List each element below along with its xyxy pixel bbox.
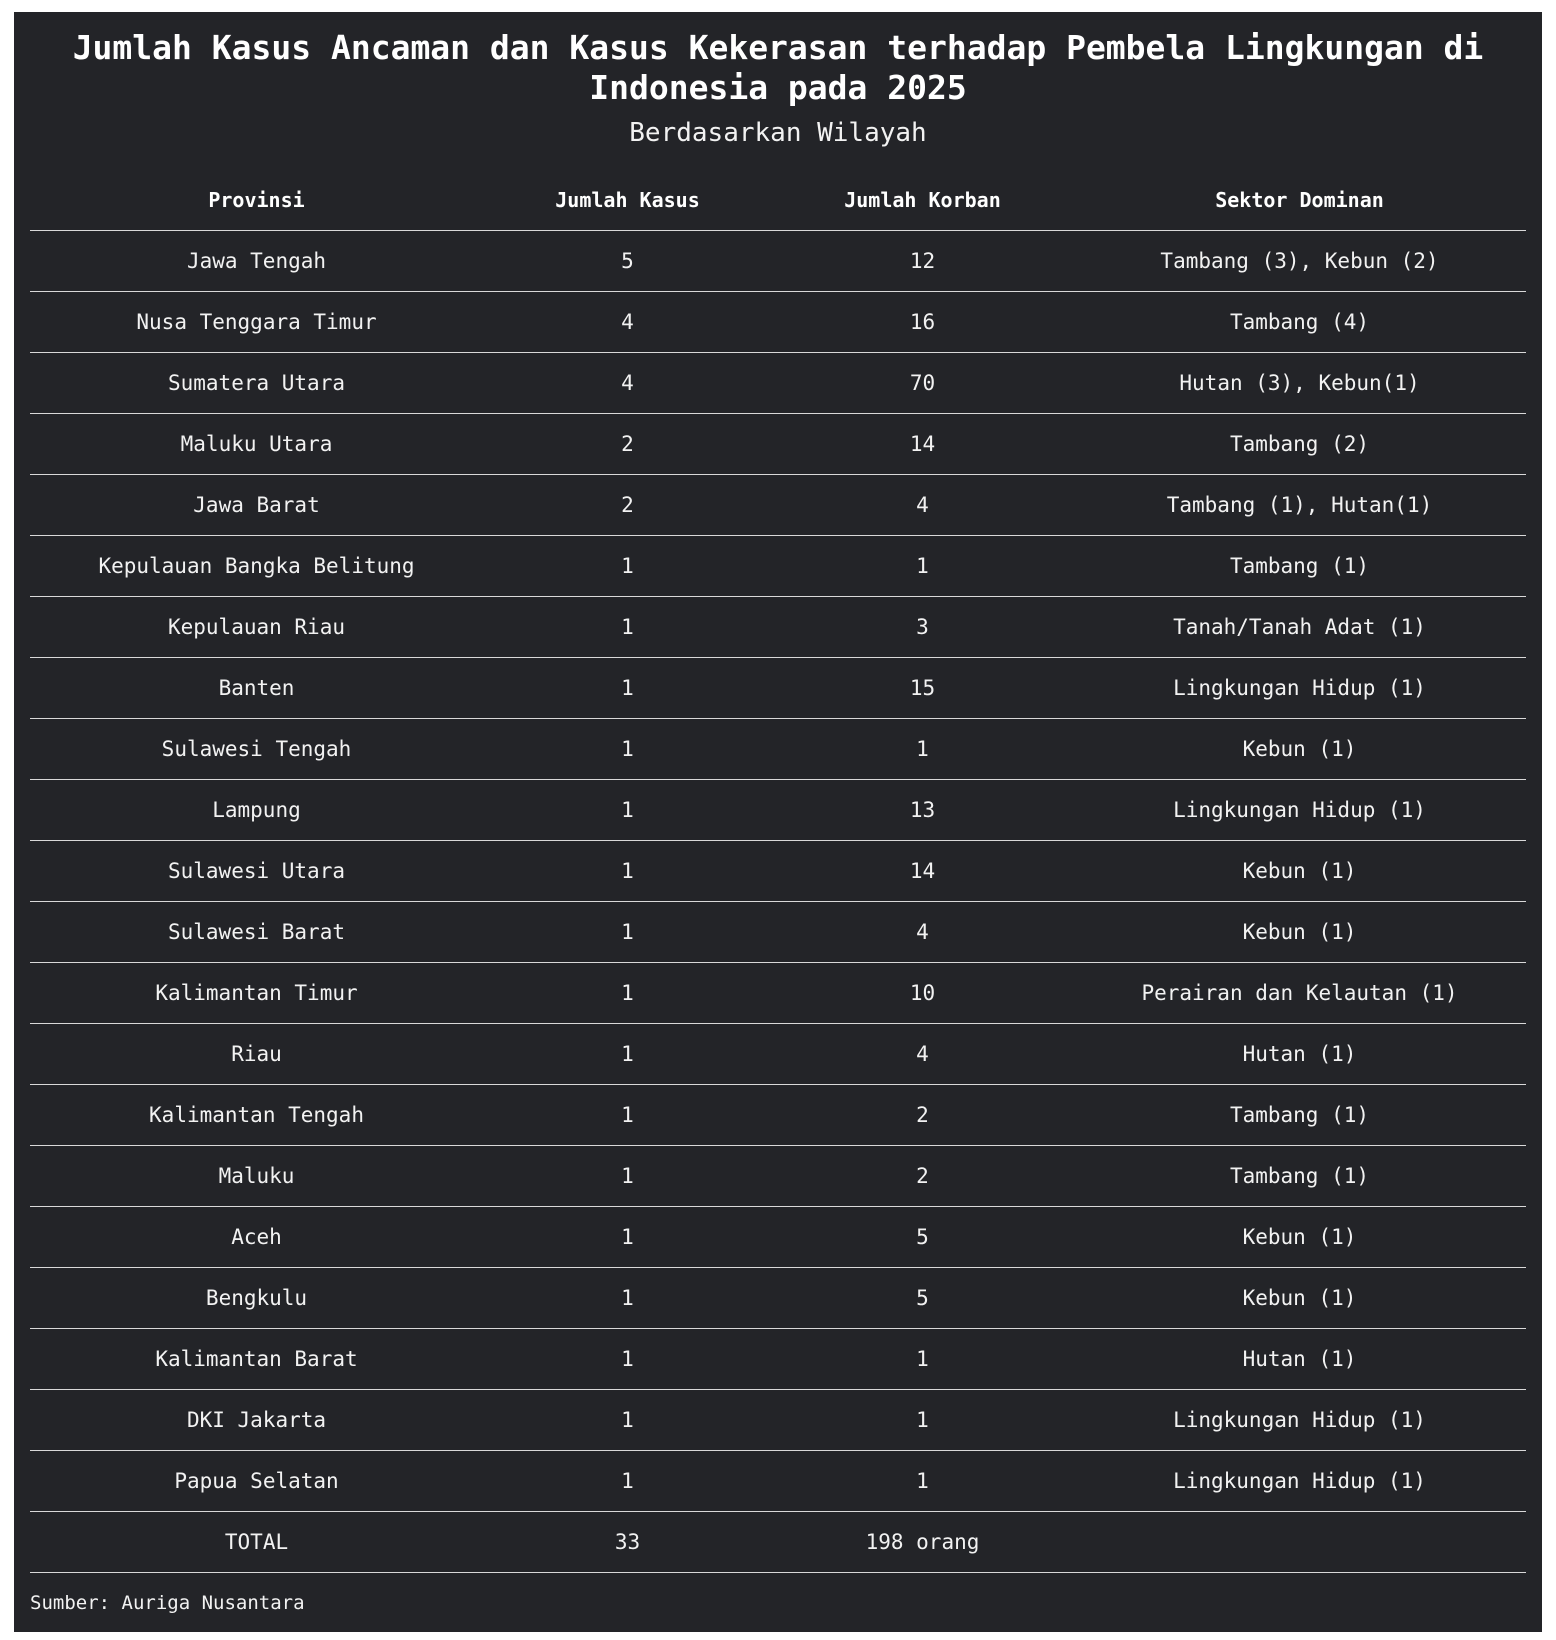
cell-sektor-dominan: Kebun (1) <box>1073 719 1526 780</box>
cell-provinsi: Jawa Tengah <box>30 231 483 292</box>
cell-sektor-dominan: Hutan (1) <box>1073 1329 1526 1390</box>
cell-jumlah-korban: 2 <box>772 1146 1073 1207</box>
cell-sektor-dominan: Lingkungan Hidup (1) <box>1073 780 1526 841</box>
cell-sektor-dominan: Lingkungan Hidup (1) <box>1073 658 1526 719</box>
table-row <box>30 1146 1526 1207</box>
cell-jumlah-kasus: 1 <box>483 1146 772 1207</box>
cell-jumlah-korban: 13 <box>772 780 1073 841</box>
cell-jumlah-korban: 5 <box>772 1268 1073 1329</box>
cell-provinsi: DKI Jakarta <box>30 1390 483 1451</box>
cell-jumlah-kasus: 1 <box>483 1329 772 1390</box>
cell-jumlah-korban: 1 <box>772 719 1073 780</box>
table-row <box>30 902 1526 963</box>
cell-sektor-dominan: Hutan (3), Kebun(1) <box>1073 353 1526 414</box>
cell-provinsi: Kalimantan Tengah <box>30 1085 483 1146</box>
cell-provinsi: Kalimantan Barat <box>30 1329 483 1390</box>
table-row <box>30 475 1526 536</box>
cell-provinsi: Kalimantan Timur <box>30 963 483 1024</box>
table-card <box>14 12 1542 1632</box>
cell-jumlah-korban: 2 <box>772 1085 1073 1146</box>
cell-sektor-dominan: Lingkungan Hidup (1) <box>1073 1390 1526 1451</box>
table-row <box>30 841 1526 902</box>
table-row <box>30 536 1526 597</box>
table-row <box>30 1390 1526 1451</box>
cell-jumlah-kasus: 1 <box>483 963 772 1024</box>
cell-sektor-dominan: Tambang (1), Hutan(1) <box>1073 475 1526 536</box>
cell-jumlah-kasus: 1 <box>483 1207 772 1268</box>
cell-provinsi: Bengkulu <box>30 1268 483 1329</box>
cell-sektor-dominan: Tambang (1) <box>1073 536 1526 597</box>
cell-provinsi: Nusa Tenggara Timur <box>30 292 483 353</box>
cell-jumlah-kasus: 1 <box>483 841 772 902</box>
table-row <box>30 719 1526 780</box>
cell-provinsi: Jawa Barat <box>30 475 483 536</box>
page-subtitle: Berdasarkan Wilayah <box>629 118 927 148</box>
cell-jumlah-korban: 198 orang <box>772 1512 1073 1573</box>
cell-jumlah-korban: 12 <box>772 231 1073 292</box>
cell-provinsi: Banten <box>30 658 483 719</box>
cell-sektor-dominan: Tambang (1) <box>1073 1146 1526 1207</box>
cell-jumlah-korban: 16 <box>772 292 1073 353</box>
cell-jumlah-korban: 3 <box>772 597 1073 658</box>
cell-jumlah-korban: 1 <box>772 1451 1073 1512</box>
cell-provinsi: Kepulauan Riau <box>30 597 483 658</box>
table-row <box>30 963 1526 1024</box>
cell-jumlah-kasus: 1 <box>483 1390 772 1451</box>
cell-jumlah-korban: 1 <box>772 1329 1073 1390</box>
cell-provinsi: Sulawesi Barat <box>30 902 483 963</box>
data-table <box>30 170 1526 1573</box>
table-row <box>30 780 1526 841</box>
page-title: Jumlah Kasus Ancaman dan Kasus Kekerasan terhadap Pembela Lingkungan di Indonesia pada 2025 <box>72 28 1484 107</box>
cell-jumlah-kasus: 1 <box>483 1268 772 1329</box>
cell-jumlah-kasus: 1 <box>483 597 772 658</box>
cell-jumlah-kasus: 1 <box>483 1024 772 1085</box>
cell-provinsi: Maluku Utara <box>30 414 483 475</box>
table-row <box>30 1268 1526 1329</box>
cell-jumlah-kasus: 1 <box>483 1451 772 1512</box>
cell-provinsi: Sulawesi Tengah <box>30 719 483 780</box>
table-row <box>30 597 1526 658</box>
table-row <box>30 1085 1526 1146</box>
header-jumlah-korban: Jumlah Korban <box>772 170 1073 231</box>
table-row <box>30 1024 1526 1085</box>
cell-jumlah-kasus: 4 <box>483 292 772 353</box>
table-row <box>30 231 1526 292</box>
cell-provinsi: Sumatera Utara <box>30 353 483 414</box>
cell-jumlah-korban: 14 <box>772 841 1073 902</box>
cell-jumlah-korban: 5 <box>772 1207 1073 1268</box>
cell-provinsi: Maluku <box>30 1146 483 1207</box>
cell-jumlah-korban: 15 <box>772 658 1073 719</box>
cell-sektor-dominan <box>1073 1512 1526 1573</box>
header-provinsi: Provinsi <box>30 170 483 231</box>
cell-jumlah-kasus: 1 <box>483 780 772 841</box>
cell-sektor-dominan: Kebun (1) <box>1073 1207 1526 1268</box>
cell-provinsi: Papua Selatan <box>30 1451 483 1512</box>
table-row <box>30 658 1526 719</box>
cell-sektor-dominan: Kebun (1) <box>1073 902 1526 963</box>
cell-sektor-dominan: Hutan (1) <box>1073 1024 1526 1085</box>
table-body <box>30 231 1526 1573</box>
cell-jumlah-korban: 1 <box>772 536 1073 597</box>
cell-sektor-dominan: Tambang (3), Kebun (2) <box>1073 231 1526 292</box>
header-jumlah-kasus: Jumlah Kasus <box>483 170 772 231</box>
table-header-row <box>30 170 1526 231</box>
cell-provinsi: Riau <box>30 1024 483 1085</box>
cell-sektor-dominan: Kebun (1) <box>1073 841 1526 902</box>
header-sektor-dominan: Sektor Dominan <box>1073 170 1526 231</box>
cell-jumlah-korban: 4 <box>772 902 1073 963</box>
cell-jumlah-kasus: 4 <box>483 353 772 414</box>
cell-jumlah-korban: 4 <box>772 475 1073 536</box>
cell-jumlah-korban: 14 <box>772 414 1073 475</box>
cell-jumlah-kasus: 33 <box>483 1512 772 1573</box>
cell-sektor-dominan: Tambang (4) <box>1073 292 1526 353</box>
cell-jumlah-kasus: 1 <box>483 658 772 719</box>
cell-provinsi: Lampung <box>30 780 483 841</box>
cell-sektor-dominan: Tanah/Tanah Adat (1) <box>1073 597 1526 658</box>
table-row <box>30 1329 1526 1390</box>
cell-provinsi: TOTAL <box>30 1512 483 1573</box>
cell-jumlah-kasus: 1 <box>483 902 772 963</box>
cell-provinsi: Kepulauan Bangka Belitung <box>30 536 483 597</box>
cell-sektor-dominan: Kebun (1) <box>1073 1268 1526 1329</box>
cell-jumlah-korban: 70 <box>772 353 1073 414</box>
cell-jumlah-kasus: 2 <box>483 414 772 475</box>
cell-sektor-dominan: Tambang (1) <box>1073 1085 1526 1146</box>
table-row <box>30 414 1526 475</box>
cell-sektor-dominan: Perairan dan Kelautan (1) <box>1073 963 1526 1024</box>
table-row <box>30 1207 1526 1268</box>
table-row <box>30 353 1526 414</box>
cell-sektor-dominan: Tambang (2) <box>1073 414 1526 475</box>
source-note: Sumber: Auriga Nusantara <box>30 1592 305 1614</box>
cell-jumlah-kasus: 1 <box>483 1085 772 1146</box>
cell-jumlah-korban: 1 <box>772 1390 1073 1451</box>
cell-jumlah-kasus: 1 <box>483 719 772 780</box>
cell-jumlah-kasus: 1 <box>483 536 772 597</box>
cell-jumlah-korban: 4 <box>772 1024 1073 1085</box>
cell-jumlah-kasus: 5 <box>483 231 772 292</box>
table-row <box>30 1451 1526 1512</box>
cell-provinsi: Aceh <box>30 1207 483 1268</box>
total-row <box>30 1512 1526 1573</box>
cell-jumlah-kasus: 2 <box>483 475 772 536</box>
cell-jumlah-korban: 10 <box>772 963 1073 1024</box>
table-row <box>30 292 1526 353</box>
cell-provinsi: Sulawesi Utara <box>30 841 483 902</box>
cell-sektor-dominan: Lingkungan Hidup (1) <box>1073 1451 1526 1512</box>
